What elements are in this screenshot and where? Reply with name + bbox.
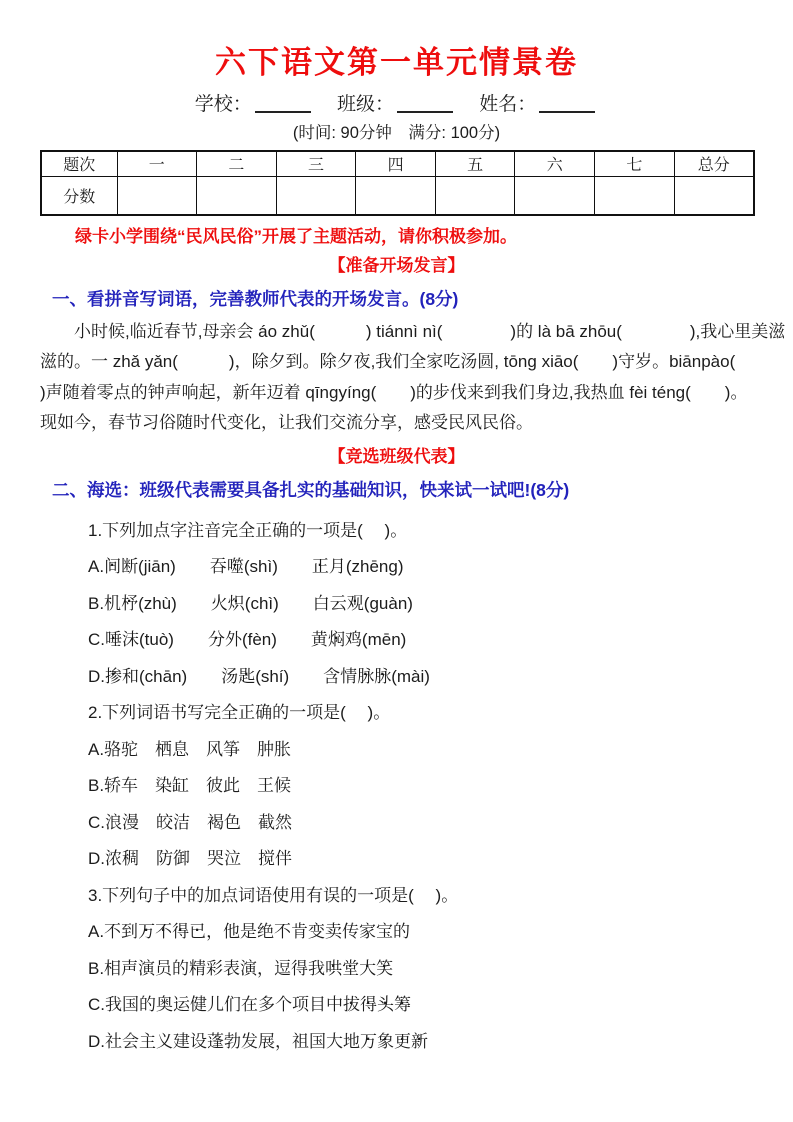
- emphasis-dot-char: 象 ·: [377, 1032, 394, 1051]
- activity-notice: 绿卡小学围绕“民风民俗”开展了主题活动，请你积极参加。: [75, 226, 517, 246]
- q1-option-a: A.间 ·断(jiān) 吞噬 ·(shì) 正 ·月(zhēng): [88, 549, 753, 586]
- emphasis-dot-char: 万 ·: [360, 1032, 377, 1051]
- score-cell: [117, 176, 197, 215]
- emphasis-dot-char: 得 ·: [360, 995, 377, 1014]
- emphasis-dot-char: 脉 ·: [357, 667, 374, 686]
- banner-class-rep: 【竞选班级代表】: [328, 446, 465, 466]
- score-cell: [276, 176, 356, 215]
- banner-opening-speech: 【准备开场发言】: [328, 255, 465, 275]
- q1-option-d: D.掺 ·和(chān) 汤匙 ·(shí) 含情脉 ·脉 ·(mài): [88, 659, 753, 696]
- score-header-cell: 一: [117, 151, 197, 177]
- emphasis-dot-char: 不 ·: [155, 922, 172, 941]
- q1-stem: 1.下列加点字注音完全正确的一项是( )。: [88, 520, 408, 540]
- score-header-cell: 题次: [41, 151, 117, 177]
- class-field: [337, 94, 456, 115]
- score-table: [40, 150, 755, 216]
- emphasis-dot-char: 哄 ·: [325, 959, 342, 978]
- pinyin-paragraph: [40, 317, 786, 439]
- emphasis-dot-char: 间 ·: [104, 557, 121, 576]
- score-header-cell: 三: [276, 151, 356, 177]
- name-blank: [539, 91, 595, 113]
- score-header-cell: 七: [595, 151, 675, 177]
- section2-heading: 二、海选：班级代表需要具备扎实的基础知识，快来试一试吧!(8分): [52, 479, 570, 500]
- emphasis-dot-char: 拔 ·: [343, 995, 360, 1014]
- score-cell: [197, 176, 277, 215]
- q2-option-d: D.浓稠 防御 哭泣 搅伴: [88, 849, 292, 869]
- exam-info: (时间: 90分钟 满分: 100分): [292, 123, 501, 142]
- page-title: 六下语文第一单元情景卷: [215, 45, 578, 80]
- q1-option-b: B.机杼 ·(zhù) 火炽 ·(chì) 白云观 ·(guàn): [88, 586, 753, 623]
- q2-option-c: C.浪漫 皎洁 褐色 截然: [88, 812, 292, 832]
- q3-stem: 3.下列句子中的加点词语使用有误的一项是( )。: [88, 885, 459, 905]
- score-cell: [674, 176, 754, 215]
- score-header-cell: 五: [435, 151, 515, 177]
- emphasis-dot-char: 焖 ·: [328, 630, 345, 649]
- student-info-row: [40, 91, 753, 118]
- emphasis-dot-char: 噬 ·: [227, 557, 244, 576]
- emphasis-dot-char: 观 ·: [347, 594, 364, 613]
- emphasis-dot-char: 堂 ·: [342, 959, 359, 978]
- q3-option-d: D.社会主义建设蓬勃发展，祖国大地万 ·象 ·更 ·新 ·: [88, 1024, 753, 1061]
- school-label: 学校：: [194, 93, 252, 115]
- emphasis-dot-char: 筹 ·: [394, 995, 411, 1014]
- emphasis-dot-char: 得 ·: [172, 922, 189, 941]
- school-blank: [255, 91, 311, 113]
- emphasis-dot-char: 匙 ·: [238, 667, 255, 686]
- score-cell: [435, 176, 515, 215]
- score-table-score-row: [41, 176, 754, 215]
- score-header-cell: 四: [356, 151, 436, 177]
- emphasis-dot-char: 分 ·: [208, 630, 225, 649]
- score-row-label: 分数: [41, 176, 117, 215]
- q3-option-c: C.我国的奥运健儿们在多个项目中拔 ·得 ·头 ·筹 ·: [88, 987, 753, 1024]
- emphasis-dot-char: 掺 ·: [105, 667, 122, 686]
- emphasis-dot-char: 已 ·: [189, 922, 206, 941]
- paragraph-line: 现如今，春节习俗随时代变化，让我们交流分享，感受民风民俗。: [40, 413, 533, 433]
- paragraph-line: 小时候,临近春节,母亲会 áo zhǔ( ) tiánnì nì( )的 là bā zhōu( ),我心里美滋: [40, 321, 786, 341]
- name-label: 姓名：: [479, 93, 537, 115]
- score-header-cell: 总分: [674, 151, 754, 177]
- emphasis-dot-char: 万 ·: [138, 922, 155, 941]
- q2-option-a: A.骆驼 栖息 风筝 肿胀: [88, 739, 292, 759]
- school-field: [195, 94, 314, 115]
- emphasis-dot-char: 笑 ·: [376, 959, 393, 978]
- emphasis-dot-char: 更 ·: [394, 1032, 411, 1051]
- emphasis-dot-char: 大 ·: [359, 959, 376, 978]
- emphasis-dot-char: 炽 ·: [228, 594, 245, 613]
- class-blank: [397, 91, 453, 113]
- class-label: 班级：: [336, 93, 394, 115]
- emphasis-dot-char: 新 ·: [411, 1032, 428, 1051]
- score-cell: [356, 176, 436, 215]
- emphasis-dot-char: 杼 ·: [121, 594, 138, 613]
- paragraph-line: 滋的。一 zhǎ yǎn( )，除夕到。除夕夜,我们全家吃汤圆, tōng xiāo( )守岁。biānpào(: [40, 352, 736, 372]
- q2-option-b: B.轿车 染缸 彼此 王候: [88, 776, 292, 796]
- paragraph-line: )声随着零点的钟声响起，新年迈着 qīngyíng( )的步伐来到我们身边,我热血 fèi téng( )。: [40, 382, 748, 402]
- q1-option-c: C.唾 ·沫(tuò) 分 ·外(fèn) 黄焖 ·鸡(mēn): [88, 622, 753, 659]
- score-header-cell: 六: [515, 151, 595, 177]
- q3-option-b: B.相声演员的精彩表演，逗得我哄 ·堂 ·大 ·笑 ·: [88, 951, 753, 988]
- score-table-header-row: [41, 151, 754, 177]
- emphasis-dot-char: 正 ·: [312, 557, 329, 576]
- score-cell: [595, 176, 675, 215]
- questions-area: [88, 513, 753, 1061]
- score-header-cell: 二: [197, 151, 277, 177]
- q2-stem: 2.下列词语书写完全正确的一项是( )。: [88, 703, 391, 723]
- emphasis-dot-char: 头 ·: [377, 995, 394, 1014]
- score-cell: [515, 176, 595, 215]
- name-field: [479, 94, 598, 115]
- section1-heading: 一、看拼音写词语，完善教师代表的开场发言。(8分): [52, 288, 459, 309]
- emphasis-dot-char: 唾 ·: [105, 630, 122, 649]
- q3-option-a: A.不到万 ·不 ·得 ·已 ·，他是绝不肯变卖传家宝的: [88, 914, 753, 951]
- emphasis-dot-char: 脉 ·: [374, 667, 391, 686]
